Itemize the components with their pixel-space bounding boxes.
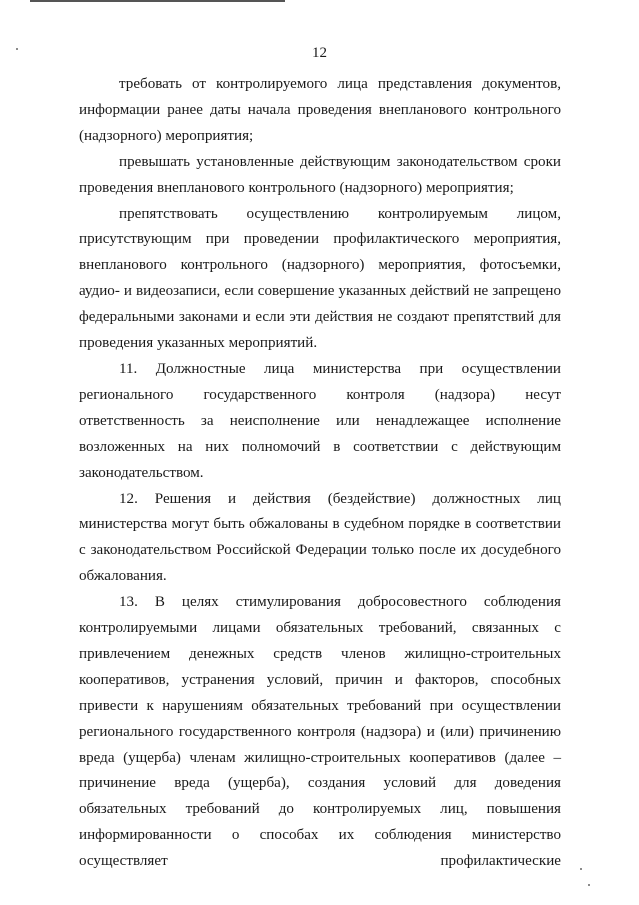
scan-speck: [588, 884, 590, 886]
paragraph-13: 13. В целях стимулирования добросовестного соблюдения контролируемыми лицами обязательных требований, связанных с привлечением денежных средств членов жилищно-строительных кооперативов, устранения условий, причин и факторов, способных привести к нарушениям обязательных требований при осуществлении регионального государственного контроля (надзора) и (или) причинению вреда (ущерба) членам жилищно-строительных кооперативов (далее – причинение вреда (ущерба), создания условий для доведения обязательных требований до контролируемых лиц, повышения информированности о способах их соблюдения министерство осуществляет профилактические: [79, 594, 561, 870]
paragraph-demand-documents: требовать от контролируемого лица представления документов, информации ранее даты начала проведения внепланового контрольного (надзорного) мероприятия;: [79, 76, 561, 144]
scan-artifact-line: [30, 0, 285, 2]
paragraph-obstruct: препятствовать осуществлению контролируемым лицом, присутствующим при проведении профилактического мероприятия, внепланового контрольного (надзорного) мероприятия, фотосъемки, аудио- и видеозаписи, если совершение указанных действий не запрещено федеральными законами и если эти действия не создают препятствий для проведения указанных мероприятий.: [79, 205, 561, 352]
document-body: [79, 72, 561, 875]
paragraph-11: 11. Должностные лица министерства при осуществлении регионального государственного контроля (надзора) несут ответственность за неисполнение или ненадлежащее исполнение возложенных на них полномочий в соответствии с действующим законодательством.: [79, 360, 561, 481]
scan-speck: [580, 868, 582, 870]
paragraph-exceed-deadlines: превышать установленные действующим законодательством сроки проведения внепланового контрольного (надзорного) мероприятия;: [79, 153, 561, 196]
page-number: 12: [312, 45, 327, 61]
paragraph-12: 12. Решения и действия (бездействие) должностных лиц министерства могут быть обжалованы в судебном порядке в соответствии с законодательством Российской Федерации только после их досудебного обжалования.: [79, 490, 561, 585]
